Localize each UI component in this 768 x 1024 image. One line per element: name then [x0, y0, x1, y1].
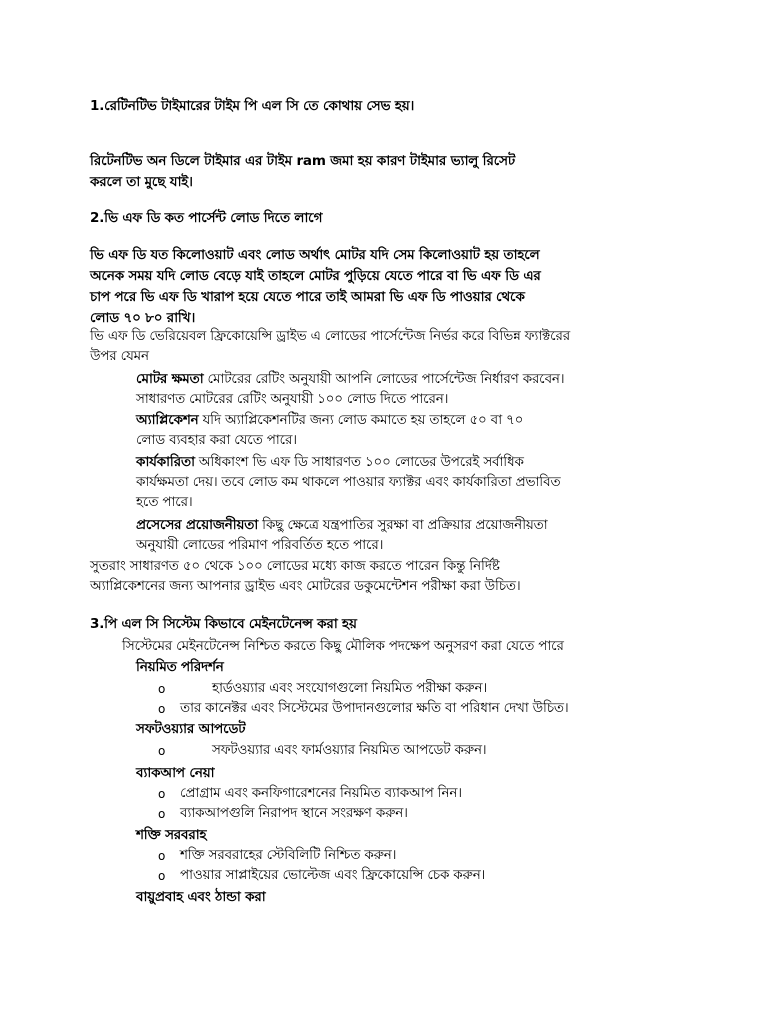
factor-term: মোটর ক্ষমতা — [136, 371, 204, 387]
answer-1-line-2: করলে তা মুছে যাই। — [90, 174, 193, 190]
factor-process-requirement-cont: অনুযায়ী লোডের পরিমাণ পরিবর্তিত হতে পারে। — [136, 537, 384, 553]
question-2-title: 2.ভি এফ ডি কত পার্সেন্ট লোড দিতে লাগে — [90, 210, 323, 226]
factor-text: মোটরের রেটিং অনুযায়ী আপনি লোডের পার্সেন্টেজ নির্ধারণ করবেন। — [203, 371, 565, 387]
section-heading-software-update: সফটওয়্যার আপডেট — [136, 721, 246, 737]
list-item: তার কানেক্টর এবং সিস্টেমের উপাদানগুলোর ক্ষতি বা পরিধান দেখা উচিত। — [180, 700, 569, 716]
factor-efficiency-cont-2: হতে পারে। — [136, 494, 193, 510]
factor-process-requirement — [136, 515, 548, 535]
answer-2-line-3: চাপ পরে ভি এফ ডি খারাপ হয়ে যেতে পারে তাই আমরা ভি এফ ডি পাওয়ার থেকে — [90, 289, 525, 305]
list-item: হার্ডওয়্যার এবং সংযোগগুলো নিয়মিত পরীক্ষা করুন। — [212, 680, 487, 696]
bullet-icon: o — [158, 702, 166, 716]
factor-application-cont: লোড ব্যবহার করা যেতে পারে। — [136, 432, 297, 448]
factor-motor-capacity — [136, 369, 564, 389]
factor-term: কার্যকারিতা — [136, 454, 195, 470]
list-item: শক্তি সরবরাহের স্টেবিলিটি নিশ্চিত করুন। — [180, 847, 397, 863]
bullet-icon: o — [158, 849, 166, 863]
list-item: প্রোগ্রাম এবং কনফিগারেশনের নিয়মিত ব্যাকআপ নিন। — [180, 785, 462, 801]
factor-efficiency-cont-1: কার্যক্ষমতা দেয়। তবে লোড কম থাকলে পাওয়ার ফ্যাক্টর এবং কার্যকারিতা প্রভাবিত — [136, 474, 561, 490]
factor-term: প্রসেসের প্রয়োজনীয়তা — [136, 517, 259, 533]
conclusion-line-1: সুতরাং সাধারণত ৫০ থেকে ১০০ লোডের মধ্যে কাজ করতে পারেন কিন্তু নির্দিষ্ট — [90, 558, 500, 574]
question-1-title: 1.রেটিনটিভ টাইমারের টাইম পি এল সি তে কোথায় সেভ হয়। — [90, 98, 415, 114]
conclusion-line-2: অ্যাপ্লিকেশনের জন্য আপনার ড্রাইভ এবং মোটরের ডকুমেন্টেশন পরীক্ষা করা উচিত। — [90, 578, 521, 594]
list-item: ব্যাকআপগুলি নিরাপদ স্থানে সংরক্ষণ করুন। — [180, 805, 408, 821]
factor-text: যদি অ্যাপ্লিকেশনটির জন্য লোড কমাতে হয় তাহলে ৫০ বা ৭০ — [198, 412, 524, 428]
answer-2-line-4: লোড ৭০ ৮০ রাখি। — [90, 310, 196, 326]
answer-2-line-2: অনেক সময় যদি লোড বেড়ে যাই তাহলে মোটর পুড়িয়ে যেতে পারে বা ভি এফ ডি এর — [90, 268, 541, 284]
answer-2-line-1: ভি এফ ডি যত কিলোওয়াট এবং লোড অর্থাৎ মোটর যদি সেম কিলোওয়াট হয় তাহলে — [90, 247, 540, 263]
list-item: সফটওয়্যার এবং ফার্মওয়্যার নিয়মিত আপডেট করুন। — [212, 742, 487, 758]
factor-motor-capacity-cont: সাধারণত মোটরের রেটিং অনুযায়ী ১০০ লোড দিতে পারেন। — [136, 391, 449, 407]
question-3-title: 3.পি এল সি সিস্টেম কিভাবে মেইনটেনেন্স করা হয় — [90, 616, 357, 632]
bullet-icon: o — [158, 744, 166, 758]
factor-text: কিছু ক্ষেত্রে যন্ত্রপাতির সুরক্ষা বা প্রক্রিয়ার প্রয়োজনীয়তা — [258, 517, 548, 533]
section-heading-airflow-cooling: বায়ুপ্রবাহ এবং ঠান্ডা করা — [136, 889, 266, 905]
bullet-icon: o — [158, 682, 166, 696]
bullet-icon: o — [158, 787, 166, 801]
factor-term: অ্যাপ্লিকেশন — [136, 412, 199, 428]
bullet-icon: o — [158, 869, 166, 883]
factor-application — [136, 410, 523, 430]
maintenance-intro: সিস্টেমের মেইনটেনেন্স নিশ্চিত করতে কিছু মৌলিক পদক্ষেপ অনুসরণ করা যেতে পারে — [122, 638, 564, 654]
factor-efficiency — [136, 452, 524, 472]
section-heading-backup: ব্যাকআপ নেয়া — [136, 765, 215, 781]
answer-1-line-1: রিটেনটিভ অন ডিলে টাইমার এর টাইম ram জমা হয় কারণ টাইমার ভ্যালু রিসেট — [90, 153, 516, 169]
section-heading-inspection: নিয়মিত পরিদর্শন — [136, 659, 224, 675]
section-heading-power-supply: শক্তি সরবরাহ — [136, 827, 207, 843]
vfd-intro-line-1: ভি এফ ডি ভেরিয়েবল ফ্রিকোয়েন্সি ড্রাইভ এ লোডের পার্সেন্টেজ নির্ভর করে বিভিন্ন ফ্যাক্টরের — [90, 328, 570, 344]
bullet-icon: o — [158, 807, 166, 821]
list-item: পাওয়ার সাপ্লাইয়ের ভোল্টেজ এবং ফ্রিকোয়েন্সি চেক করুন। — [180, 867, 486, 883]
vfd-intro-line-2: উপর যেমন — [90, 348, 149, 364]
factor-text: অধিকাংশ ভি এফ ডি সাধারণত ১০০ লোডের উপরেই সর্বাধিক — [194, 454, 524, 470]
